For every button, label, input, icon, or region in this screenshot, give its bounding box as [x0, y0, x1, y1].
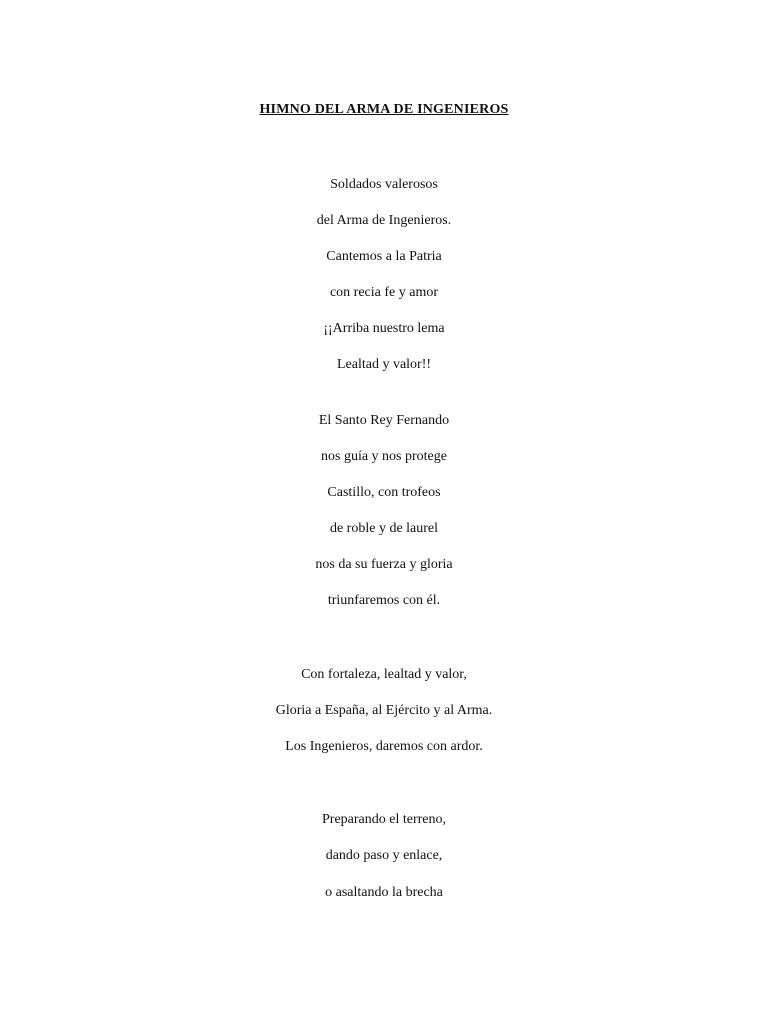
verse-line: El Santo Rey Fernando [318, 413, 450, 428]
verse-line: de roble y de laurel [329, 521, 439, 536]
verse-line: Los Ingenieros, daremos con ardor. [285, 739, 483, 754]
verse-line: ¡¡Arriba nuestro lema [323, 321, 445, 336]
verse-line: Con fortaleza, lealtad y valor, [301, 667, 467, 682]
verse-line: Soldados valerosos [330, 177, 438, 192]
verse-line: nos da su fuerza y gloria [315, 557, 453, 572]
verse-line: Gloria a España, al Ejército y al Arma. [275, 703, 493, 718]
verse-line: Preparando el terreno, [322, 812, 446, 827]
verse-line: dando paso y enlace, [325, 848, 443, 863]
verse-line: Cantemos a la Patria [326, 249, 442, 264]
verse-line: o asaltando la brecha [325, 885, 443, 900]
verse-line: triunfaremos con él. [327, 593, 441, 608]
verse-line: Castillo, con trofeos [327, 485, 441, 500]
verse-line: del Arma de Ingenieros. [316, 213, 452, 228]
page-title: HIMNO DEL ARMA DE INGENIEROS [259, 102, 509, 117]
verse-line: Lealtad y valor!! [336, 357, 432, 372]
verse-line: nos guía y nos protege [321, 449, 447, 464]
verse-line: con recia fe y amor [329, 285, 439, 300]
